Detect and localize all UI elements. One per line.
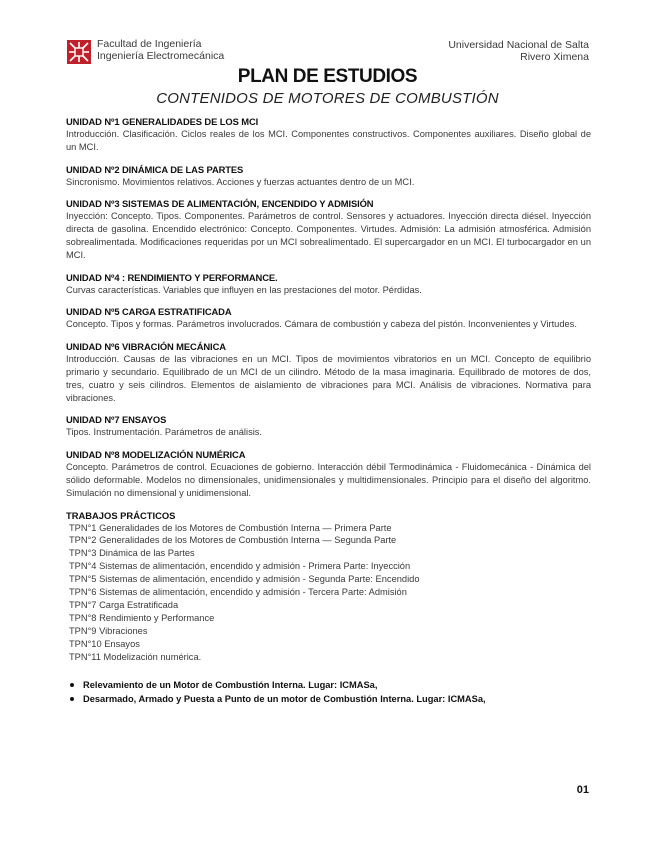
university-name: Universidad Nacional de Salta [448,39,589,51]
page-title: PLAN DE ESTUDIOS [237,66,418,87]
unit-title: UNIDAD Nº4 : RENDIMIENTO Y PERFORMANCE. [66,271,278,283]
career-name: Ingeniería Electromecánica [97,49,225,62]
practical-item: TPN°10 Ensayos [69,638,140,649]
practical-item: TPN°11 Modelización numérica. [69,651,202,662]
bullet-icon [70,697,74,701]
unit-section [66,414,591,439]
practicals-section [66,510,591,664]
practical-item: TPN°5 Sistemas de alimentación, encendido y admisión - Segunda Parte: Encendido [69,574,420,585]
unit-body: Curvas características. Variables que influyen en las prestaciones del motor. Pérdidas. [66,284,422,295]
practicals-list [66,522,591,664]
practical-item: TPN°8 Rendimiento y Performance [69,612,215,623]
practical-item: TPN°9 Vibraciones [69,625,148,636]
units-list [66,116,591,500]
faculty-header [67,39,224,64]
unit-title: UNIDAD Nº1 GENERALIDADES DE LOS MCI [66,116,259,127]
unit-section [66,449,591,499]
unit-body: Concepto. Parámetros de control. Ecuaciones de gobierno. Interacción débil Termodinámica - Fluidomecánica - Dinámica del sólido deformable. Modelos no dimensionales, unidimensionales y multidimensionales. Principio para el diseño del algoritmo. Simulación no dimensional y unidimensional. [66,462,591,498]
visit-text: Relevamiento de un Motor de Combustión Interna. Lugar: ICMASa, [83,679,378,690]
unit-title: UNIDAD Nº2 DINÁMICA DE LAS PARTES [66,163,244,175]
bullet-icon [70,683,74,687]
unit-section [66,272,591,297]
university-logo-icon [67,40,91,64]
unit-title: UNIDAD Nº3 SISTEMAS DE ALIMENTACIÓN, ENCENDIDO Y ADMISIÓN [66,198,374,210]
visit-item [70,692,591,706]
unit-section [66,306,591,331]
practical-item: TPN°3 Dinámica de las Partes [69,548,195,559]
unit-body: Tipos. Instrumentación. Parámetros de análisis. [66,427,263,438]
unit-body: Sincronismo. Movimientos relativos. Acciones y fuerzas actuantes dentro de un MCI. [66,176,415,187]
unit-title: UNIDAD Nº5 CARGA ESTRATIFICADA [66,306,232,318]
practical-item: TPN°4 Sistemas de alimentación, encendido y admisión - Primera Parte: Inyección [69,561,411,572]
unit-body: Introducción. Clasificación. Ciclos reales de los MCI. Componentes constructivos. Componentes auxiliares. Diseño global de un MCI. [66,129,591,152]
practical-item: TPN°1 Generalidades de los Motores de Combustión Interna — Primera Parte [69,522,392,533]
unit-title: UNIDAD Nº8 MODELIZACIÓN NUMÉRICA [66,449,246,461]
faculty-name: Facultad de Ingeniería [97,38,202,50]
page-subtitle: CONTENIDOS DE MOTORES DE COMBUSTIÓN [156,90,499,107]
visit-text: Desarmado, Armado y Puesta a Punto de un motor de Combustión Interna. Lugar: ICMASa, [83,693,486,704]
content-body [66,116,591,706]
unit-section [66,164,591,189]
unit-section [66,116,591,154]
unit-body: Concepto. Tipos y formas. Parámetros involucrados. Cámara de combustión y cabeza del pistón. Inconvenientes y Virtudes. [66,319,577,330]
author-name: Rivero Ximena [520,50,589,63]
page-number: 01 [576,784,589,796]
university-header [448,40,589,63]
unit-body: Introducción. Causas de las vibraciones en un MCI. Tipos de movimientos vibratorios en un MCI. Concepto de equilibrio primario y secundario. Equilibrado de un MCI de un cilindro. Método de la masa imaginaria. Equilibrado de motores de dos, tres, cuatro y seis cilindros. Elementos de aislamiento de vibraciones para MCI. Análisis de vibraciones. Normativa para vibraciones. [66,354,591,403]
practical-item: TPN°7 Carga Estratificada [69,599,179,610]
unit-title: UNIDAD Nº7 ENSAYOS [66,414,167,426]
practical-item: TPN°6 Sistemas de alimentación, encendido y admisión - Tercera Parte: Admisión [69,587,407,598]
visits-list [66,678,591,706]
unit-body: Inyección: Concepto. Tipos. Componentes. Parámetros de control. Sensores y actuadores. Inyección directa diésel. Inyección directa de gasolina. Encendido electrónico: Concepto. Componentes. Virtudes. Admisión: La admisión atmosférica. Admisión sobrealimentada. Modificaciones requeridas por un MCI sobrealimentado. El supercargador en un MCI. El turbocargador en un MCI. [66,211,591,260]
practicals-title: TRABAJOS PRÁCTICOS [66,509,176,521]
unit-section [66,341,591,404]
practical-item: TPN°2 Generalidades de los Motores de Combustión Interna — Segunda Parte [69,535,397,546]
visit-item [70,678,591,692]
unit-title: UNIDAD Nº6 VIBRACIÓN MECÁNICA [66,341,226,353]
unit-section [66,198,591,261]
